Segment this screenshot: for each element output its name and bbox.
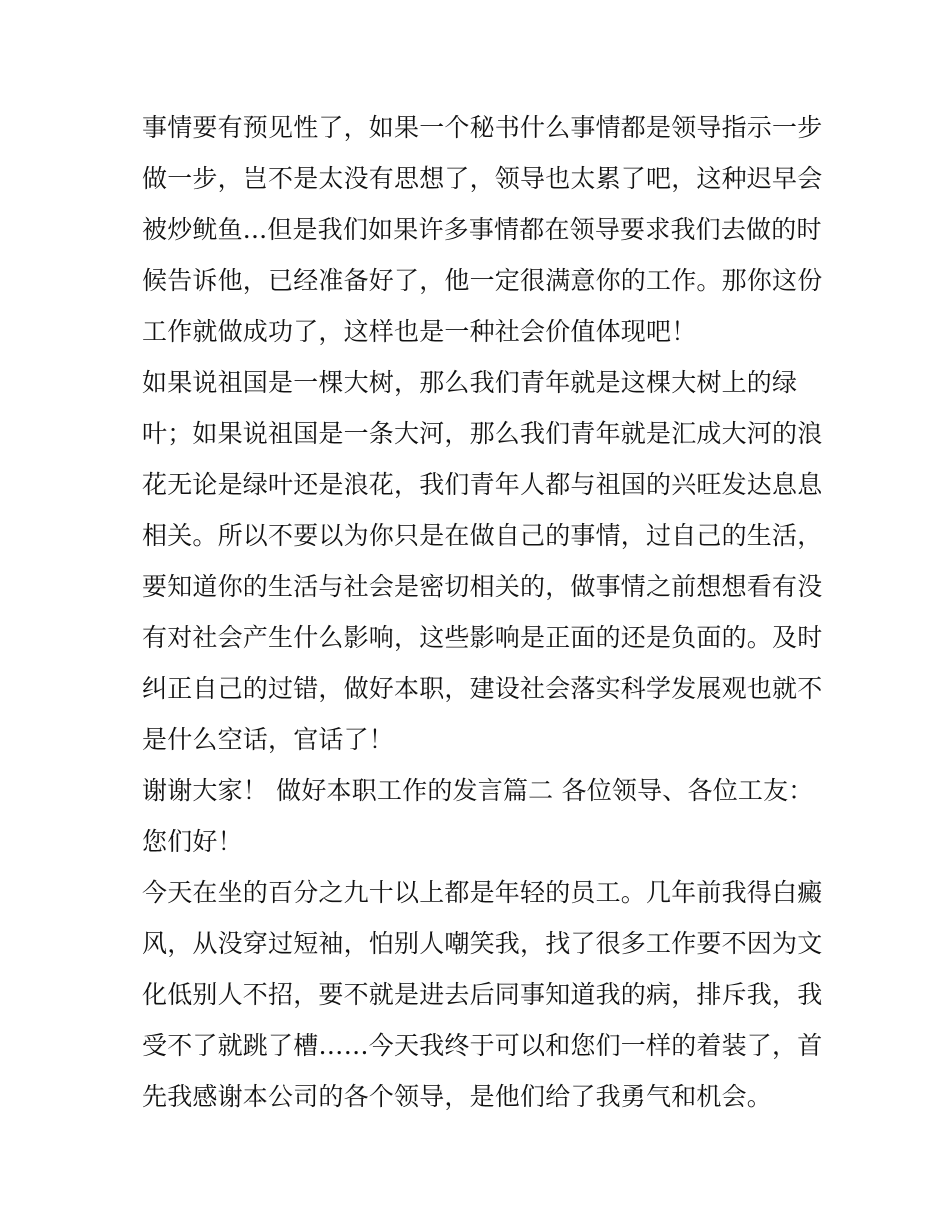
text-line: 做一步，岂不是太没有思想了，领导也太累了吧，这种迟早会 [142, 164, 823, 193]
text-line: 受不了就跳了槽……今天我终于可以和您们一样的着装了，首 [142, 1031, 823, 1060]
text-line: 先我感谢本公司的各个领导，是他们给了我勇气和机会。 [142, 1082, 773, 1111]
text-line: 您们好！ [142, 827, 243, 856]
text-line: 今天在坐的百分之九十以上都是年轻的员工。几年前我得白癜 [142, 878, 823, 907]
text-line: 如果说祖国是一棵大树，那么我们青年就是这棵大树上的绿 [142, 368, 798, 397]
text-line: 化低别人不招，要不就是进去后同事知道我的病，排斥我，我 [142, 980, 823, 1009]
text-line: 纠正自己的过错，做好本职，建设社会落实科学发展观也就不 [142, 674, 823, 703]
text-line: 相关。所以不要以为你只是在做自己的事情，过自己的生活， [142, 521, 823, 550]
text-line: 候告诉他，已经准备好了，他一定很满意你的工作。那你这份 [142, 266, 823, 295]
text-line: 叶；如果说祖国是一条大河，那么我们青年就是汇成大河的浪 [142, 419, 823, 448]
text-line: 要知道你的生活与社会是密切相关的，做事情之前想想看有没 [142, 572, 823, 601]
text-line: 谢谢大家！ 做好本职工作的发言篇二 各位领导、各位工友： [142, 776, 814, 805]
text-line: 工作就做成功了，这样也是一种社会价值体现吧！ [142, 317, 697, 346]
text-line: 是什么空话，官话了！ [142, 725, 395, 754]
text-line: 事情要有预见性了，如果一个秘书什么事情都是领导指示一步 [142, 113, 823, 142]
text-line: 风，从没穿过短袖，怕别人嘲笑我，找了很多工作要不因为文 [142, 929, 823, 958]
text-line: 有对社会产生什么影响，这些影响是正面的还是负面的。及时 [142, 623, 823, 652]
text-line: 被炒鱿鱼...但是我们如果许多事情都在领导要求我们去做的时 [142, 215, 822, 244]
text-line: 花无论是绿叶还是浪花，我们青年人都与祖国的兴旺发达息息 [142, 470, 823, 499]
